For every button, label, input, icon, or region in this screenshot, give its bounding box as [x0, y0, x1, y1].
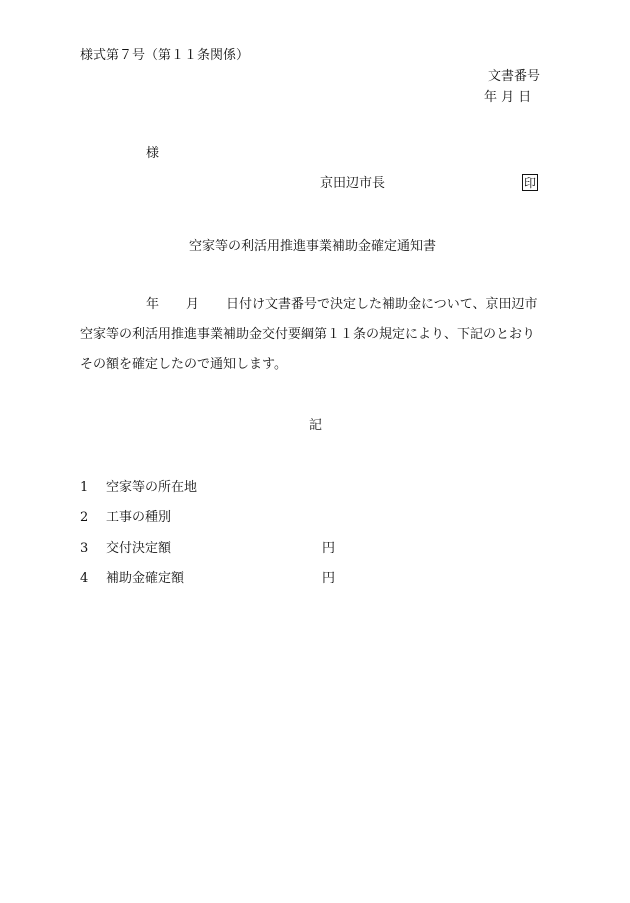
document-title: 空家等の利活用推進事業補助金確定通知書 — [189, 239, 437, 254]
item-unit-yen: 円 — [322, 541, 336, 556]
document-date-line: 年 月 日 — [484, 90, 532, 105]
body-line-2: 空家等の利活用推進事業補助金交付要綱第１１条の規定により、下記のとおり — [80, 327, 536, 342]
seal-mark: 印 — [523, 175, 536, 190]
item-label: 工事の種別 — [106, 510, 172, 525]
body-line-1-text: 日付け文書番号で決定した補助金について、京田辺市 — [226, 297, 538, 312]
item-number: 4 — [80, 571, 89, 586]
item-number: 2 — [80, 510, 89, 525]
issuer-name: 京田辺市長 — [320, 176, 386, 191]
body-year-label: 年 — [146, 297, 160, 312]
item-label: 交付決定額 — [106, 541, 172, 556]
item-unit-yen: 円 — [322, 571, 336, 586]
form-number: 様式第７号（第１１条関係） — [80, 48, 250, 63]
item-number: 3 — [80, 541, 89, 556]
item-number: 1 — [80, 480, 89, 495]
item-label: 空家等の所在地 — [106, 480, 198, 495]
body-line-1 — [146, 298, 538, 311]
addressee-suffix: 様 — [146, 146, 160, 161]
body-line-3: その額を確定したので通知します。 — [80, 357, 287, 372]
list-item — [80, 511, 171, 524]
ki-heading: 記 — [309, 418, 323, 433]
list-item — [80, 481, 197, 494]
list-item — [80, 571, 336, 586]
item-label: 補助金確定額 — [106, 571, 185, 586]
body-month-label: 月 — [186, 297, 200, 312]
list-item — [80, 541, 336, 556]
document-number-label: 文書番号 — [488, 69, 541, 84]
